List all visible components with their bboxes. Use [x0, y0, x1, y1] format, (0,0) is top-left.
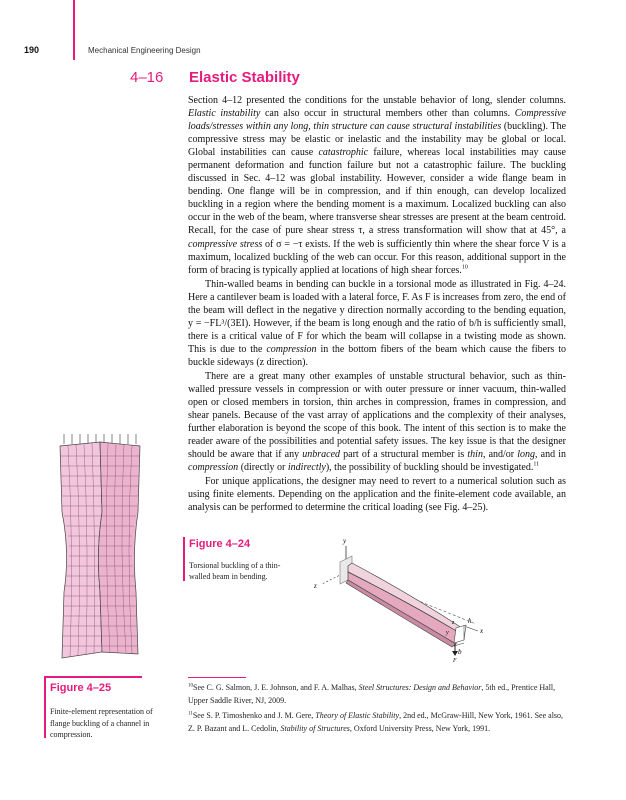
- footnote-ref-10: 10: [461, 264, 468, 271]
- footnotes: [188, 681, 568, 737]
- paragraph-4: For unique applications, the designer may need to revert to a numerical solution such as using finite elements. Depending on the application and the finite-element code available, an analysis can be performed to determine the critical loading (see Fig. 4–25).: [188, 476, 566, 514]
- section-y-label: y: [446, 630, 449, 636]
- footnote-11: $^{11}$See S. P. Timoshenko and J. M. Gere, Theory of Elastic Stability, 2nd ed., McGraw-Hill, New York, 1961. See also, Z. P. Bazant and L. Cedolin, Stability of Structures, Oxford University Press, New York, 1991.: [188, 711, 564, 733]
- page-number: 190: [24, 45, 40, 55]
- footnote-ref-11: 11: [533, 461, 540, 468]
- z-axis-label: z: [314, 582, 317, 590]
- x-axis-label: x: [480, 627, 484, 635]
- channel-flange: [98, 442, 140, 654]
- running-head: Mechanical Engineering Design: [88, 46, 201, 55]
- paragraph-2: Thin-walled beams in bending can buckle in a torsional mode as illustrated in Fig. 4–24. Here a cantilever beam is loaded with a lateral force, F. As F is increases from zero, the end of the beam will deflect in the negative y direction normally according to the bending equation, y = −FL³/(3EI). However, if the beam is long enough and the ratio of b/h is sufficiently small, there is a critical value of F for which the beam will collapse in a twisting mode as shown. This is due to the compression in the bottom fibers of the beam which cause the fibers to buckle sideways (z direction).: [188, 278, 566, 368]
- figure-25-mesh: [56, 432, 146, 664]
- paragraph-1: Section 4–12 presented the conditions for the unstable behavior of long, slender columns. Elastic instability can also occur in structural members other than columns. Compressive loads/stresses within any long, thin structure can cause structural instabilities (buckling). The compressive stress may be elastic or inelastic and the instability may be global or local. Global instabilities can cause catastrophic failure, whereas local instabilities may cause permanent deformation and function failure but not a catastrophic failure. The buckling discussed in Sec. 4–12 was global instability. However, consider a wide flange beam in bending. One flange will be in compression, and if thin enough, can develop localized buckling in a region where the bending moment is a maximum. Localized buckling can also occur in the web of the beam, where transverse shear stresses are present at the beam centroid. Recall, for the case of pure shear stress τ, a stress transformation will show that at 45°, a compressive stress of σ = −τ exists. If the web is sufficiently thin where the shear force V is a maximum, localized buckling of the web can occur. For this reason, additional support in the form of bracing is typically applied at locations of high shear forces.$^{10}$: [188, 95, 567, 276]
- figure-25-rule: [44, 676, 142, 678]
- section-number: 4–16: [130, 69, 164, 86]
- x-axis-line: [464, 626, 478, 631]
- figure-24-diagram: [300, 532, 530, 662]
- channel-web: [60, 442, 102, 658]
- figure-24-accent-bar: [183, 537, 185, 581]
- b-dimension-label: b: [458, 648, 462, 656]
- section-z-label: z: [452, 620, 455, 626]
- figure-25-label: Figure 4–25: [50, 682, 112, 694]
- body-text: [188, 94, 566, 515]
- section-title: Elastic Stability: [189, 69, 300, 86]
- paragraph-3: There are a great many other examples of unstable structural behavior, such as thin-walled pressure vessels in compression or with outer pressure or inner vacuum, thin-walled open or closed members in torsion, thin arches in compression, frames in compression, and shear panels. Because of the vast array of applications and the complexity of their analyses, further elaboration is beyond the scope of this book. The intent of this section is to make the reader aware of the possibilities and potential safety issues. The key issue is that the designer should be aware that if any unbraced part of a structural member is thin, and/or long, and in compression (directly or indirectly), the possibility of buckling should be investigated.$^{11}$: [188, 370, 567, 474]
- beam-top-flange: [348, 563, 462, 632]
- h-dimension-label: h: [468, 617, 472, 625]
- figure-25-caption: Finite-element representation of flange buckling of a channel in compression.: [50, 707, 153, 739]
- figure-24-caption: Torsional buckling of a thin-walled beam in bending.: [189, 561, 281, 581]
- beam-web: [348, 572, 458, 644]
- figure-25-accent-bar: [44, 678, 46, 738]
- force-label: F: [453, 658, 457, 662]
- y-axis-label: y: [343, 537, 347, 545]
- figure-24-label: Figure 4–24: [189, 538, 251, 550]
- header-divider: [73, 0, 75, 60]
- footnote-rule: [188, 677, 246, 678]
- footnote-10: $^{10}$See C. G. Salmon, J. E. Johnson, and F. A. Malhas, Steel Structures: Design and Behavior, 5th ed., Prentice Hall, Upper Saddle River, NJ, 2009.: [188, 683, 556, 705]
